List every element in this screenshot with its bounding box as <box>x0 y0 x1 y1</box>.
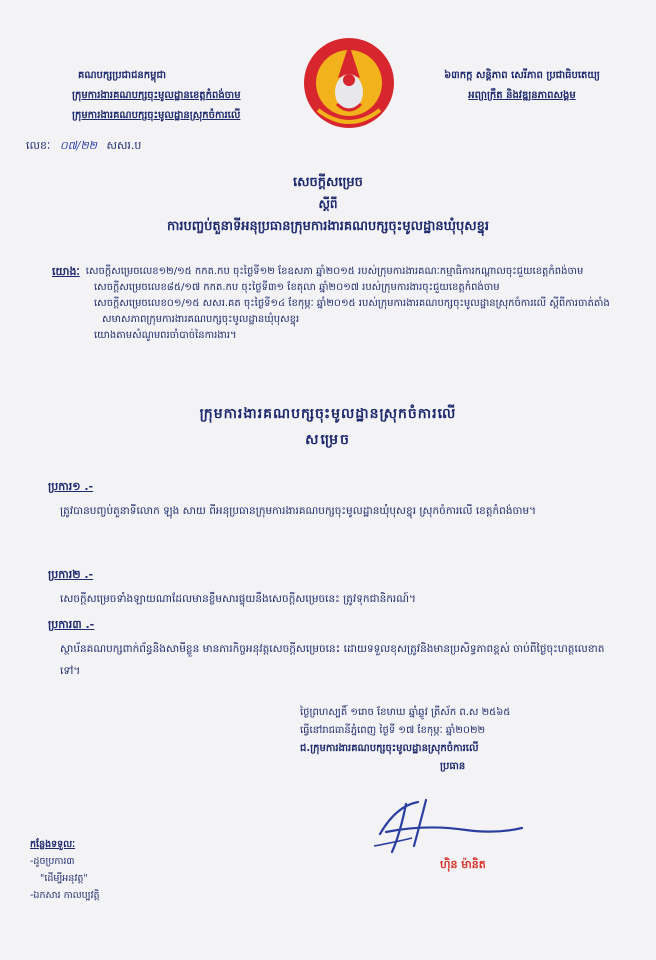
article-2-text: សេចក្តីសម្រេចទាំងឡាយណាដែលមានខ្លឹមសារផ្ទុយនឹងសេចក្តីសម្រេចនេះ ត្រូវទុកជានិករណ៍។ <box>60 593 416 605</box>
signature-block <box>300 704 640 776</box>
basis-section <box>52 264 612 344</box>
reference-label: លេខៈ <box>26 139 51 152</box>
province-team: ក្រុមការងារគណបក្សចុះមូលដ្ឋានខេត្តកំពង់ចាម <box>72 90 241 101</box>
basis-item: សេចក្តីសម្រេចលេខ៨៥/១៧ កកត.កប ចុះថ្ងៃទី៣១ ខែតុលា ឆ្នាំ២០១៧ របស់ក្រុមការងារចុះជួយខេត្តកំពង់ចាម <box>94 282 500 293</box>
reference-suffix: សសរ.ប <box>106 139 142 152</box>
basis-item-text: សេចក្តីសម្រេចលេខ១២/១៥ កកត.កប ចុះថ្ងៃទី១២ ខែឧសភា ឆ្នាំ២០១៥ របស់ក្រុមការងារគណៈកម្មាធិការកណ្តាលចុះជួយខេត្តកំពង់ចាម <box>85 266 584 277</box>
reference-number <box>26 139 141 155</box>
basis-item: យោងតាមសំណូមពរចាំបាច់នៃការងារ។ <box>94 330 237 341</box>
basis-item <box>52 264 612 280</box>
article-3-label: ប្រការ៣ .- <box>48 618 95 631</box>
recipient-item: -ដូចប្រការ៣ <box>30 856 75 867</box>
title-connector: ស្តីពី <box>318 197 338 211</box>
solar-date: ធ្វើនៅរាជធានីភ្នំពេញ ថ្ងៃទី ១៧ ខែកុម្ភៈ ឆ្នាំ២០២២ <box>300 725 486 736</box>
recipient-item: "ដើម្បីអនុវត្ត" <box>40 873 88 884</box>
decision-body: ក្រុមការងារគណបក្សចុះមូលដ្ឋានស្រុកចំការលើ <box>199 406 457 422</box>
article-3-text: ស្ថាប័នគណបក្សពាក់ព័ន្ធនិងសាមីខ្លួន មានភារកិច្ចអនុវត្តសេចក្តីសម្រេចនេះ ដោយទទួលខុសត្រូវនិងមានប្រសិទ្ធភាពខ្ពស់ ចាប់ពីថ្ងៃចុះហត្ថលេខាតទៅ។ <box>60 643 605 677</box>
signer-name: ហ៊ិន ម៉ានិត <box>440 858 486 871</box>
header-right <box>402 66 642 106</box>
district-team: ក្រុមការងារគណបក្សចុះមូលដ្ឋានស្រុកចំការលើ <box>72 110 241 121</box>
handwritten-signature <box>366 794 526 864</box>
motto-line-2: អព្យាក្រឹត និងវឌ្ឍនភាពសង្គម <box>468 90 576 101</box>
document-subject: ការបញ្ចប់តួនាទីអនុប្រធានក្រុមការងារគណបក្សចុះមូលដ្ឋានឃុំបុសខ្នុរ <box>166 219 490 234</box>
basis-label: យោងៈ <box>52 265 80 278</box>
signer-role: ប្រធាន <box>440 761 466 772</box>
reference-value: ០៧/២២ <box>59 139 97 152</box>
header-left <box>72 66 312 126</box>
basis-item: សេចក្តីសម្រេចលេខ០១/១៥ សសរ.គត ចុះថ្ងៃទី១៤ ខែកុម្ភៈ ឆ្នាំ២០១៥ របស់ក្រុមការងារគណបក្សចុះមូលដ្ឋានស្រុកចំការលើ ស្តីពីការចាត់តាំងសមាសភាពក្រុមការងារគណបក្សចុះមូលដ្ឋានឃុំបុសខ្នុរ <box>94 298 610 325</box>
party-name: គណបក្សប្រជាជនកម្ពុជា <box>78 70 166 81</box>
party-logo <box>302 30 396 136</box>
signing-organization: ជ.ក្រុមការងារគណបក្សចុះមូលដ្ឋានស្រុកចំការលើ <box>300 743 479 754</box>
article-1-label: ប្រការ១ .- <box>48 480 94 493</box>
lunar-date: ថ្ងៃព្រហស្បតិ៍ ១រោច ខែមាឃ ឆ្នាំឆ្លូវ ត្រីស័ក ព.ស ២៥៦៥ <box>300 707 511 718</box>
decision-heading: សម្រេច <box>305 432 351 448</box>
recipients <box>30 836 100 904</box>
article-2-label: ប្រការ២ .- <box>48 568 94 581</box>
recipient-item: -ឯកសារ កាលប្បវត្តិ <box>30 890 100 901</box>
article-1-text: ត្រូវបានបញ្ចប់តួនាទីលោក ឡុង សាយ ពីអនុប្រធានក្រុមការងារគណបក្សចុះមូលដ្ឋានឃុំបុសខ្នុរ ស្រុកចំការលើ ខេត្តកំពង់ចាម។ <box>60 505 537 517</box>
kingdom-motto: ៦៣កក្ក សន្តិភាព សេរីភាព ប្រជាធិបតេយ្យ <box>444 70 600 81</box>
recipients-label: កន្លែងទទួលៈ <box>30 839 76 850</box>
document-title: សេចក្តីសម្រេច <box>293 175 363 190</box>
